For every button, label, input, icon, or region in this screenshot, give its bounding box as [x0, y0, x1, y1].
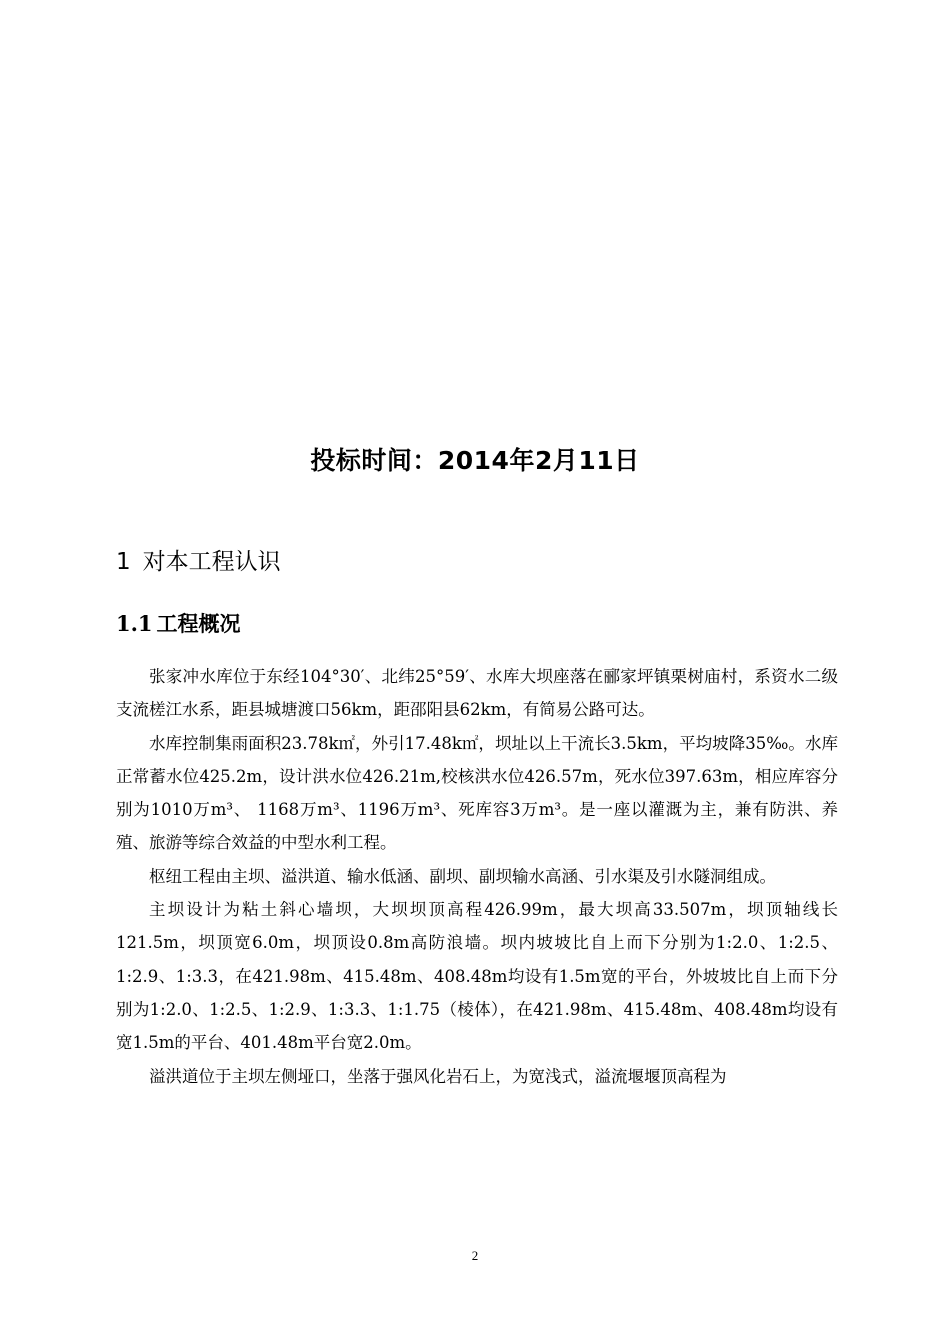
- subsection-heading-1-1: [116, 608, 241, 640]
- page-number: 2: [471, 1248, 479, 1263]
- bid-time-heading: 投标时间：2014年2月11日: [310, 446, 640, 475]
- paragraph-main-dam: 主坝设计为粘土斜心墙坝，大坝坝顶高程426.99m，最大坝高33.507m，坝顶轴线长121.5m，坝顶宽6.0m，坝顶设0.8m高防浪墙。坝内坡坡比自上而下分别为1:2.0、1:2.5、1:2.9、1:3.3，在421.98m、415.48m、408.48m均设有1.5m宽的平台，外坡坡比自上而下分别为1:2.0、1:2.5、1:2.9、1:3.3、1:1.75（棱体），在421.98m、415.48m、408.48m均设有宽1.5m的平台、401.48m平台宽2.0m。: [116, 900, 838, 1053]
- section-title: 对本工程认识: [142, 549, 281, 575]
- section-number: 1: [116, 549, 131, 575]
- paragraph-location: 张家冲水库位于东经104°30′、北纬25°59′、水库大坝座落在郦家坪镇栗树庙村，系资水二级支流槎江水系，距县城塘渡口56km，距邵阳县62km，有简易公路可达。: [116, 667, 838, 720]
- section-heading-1: [116, 545, 281, 579]
- subsection-number: 1.1: [116, 611, 153, 636]
- body-text: [116, 660, 838, 1093]
- paragraph-spillway: 溢洪道位于主坝左侧垭口，坐落于强风化岩石上，为宽浅式，溢流堰堰顶高程为: [149, 1066, 727, 1086]
- paragraph-reservoir-capacity: 水库控制集雨面积23.78k㎡，外引17.48k㎡，坝址以上干流长3.5km，平均坡降35‰。水库正常蓄水位425.2m，设计洪水位426.21m,校核洪水位426.57m，死水位397.63m，相应库容分别为1010万m³、 1168万m³、1196万m³、死库容3万m³。是一座以灌溉为主，兼有防洪、养殖、旅游等综合效益的中型水利工程。: [116, 733, 838, 853]
- paragraph-hub-composition: 枢纽工程由主坝、溢洪道、输水低涵、副坝、副坝输水高涵、引水渠及引水隧洞组成。: [149, 866, 776, 886]
- subsection-title: 工程概况: [156, 611, 241, 636]
